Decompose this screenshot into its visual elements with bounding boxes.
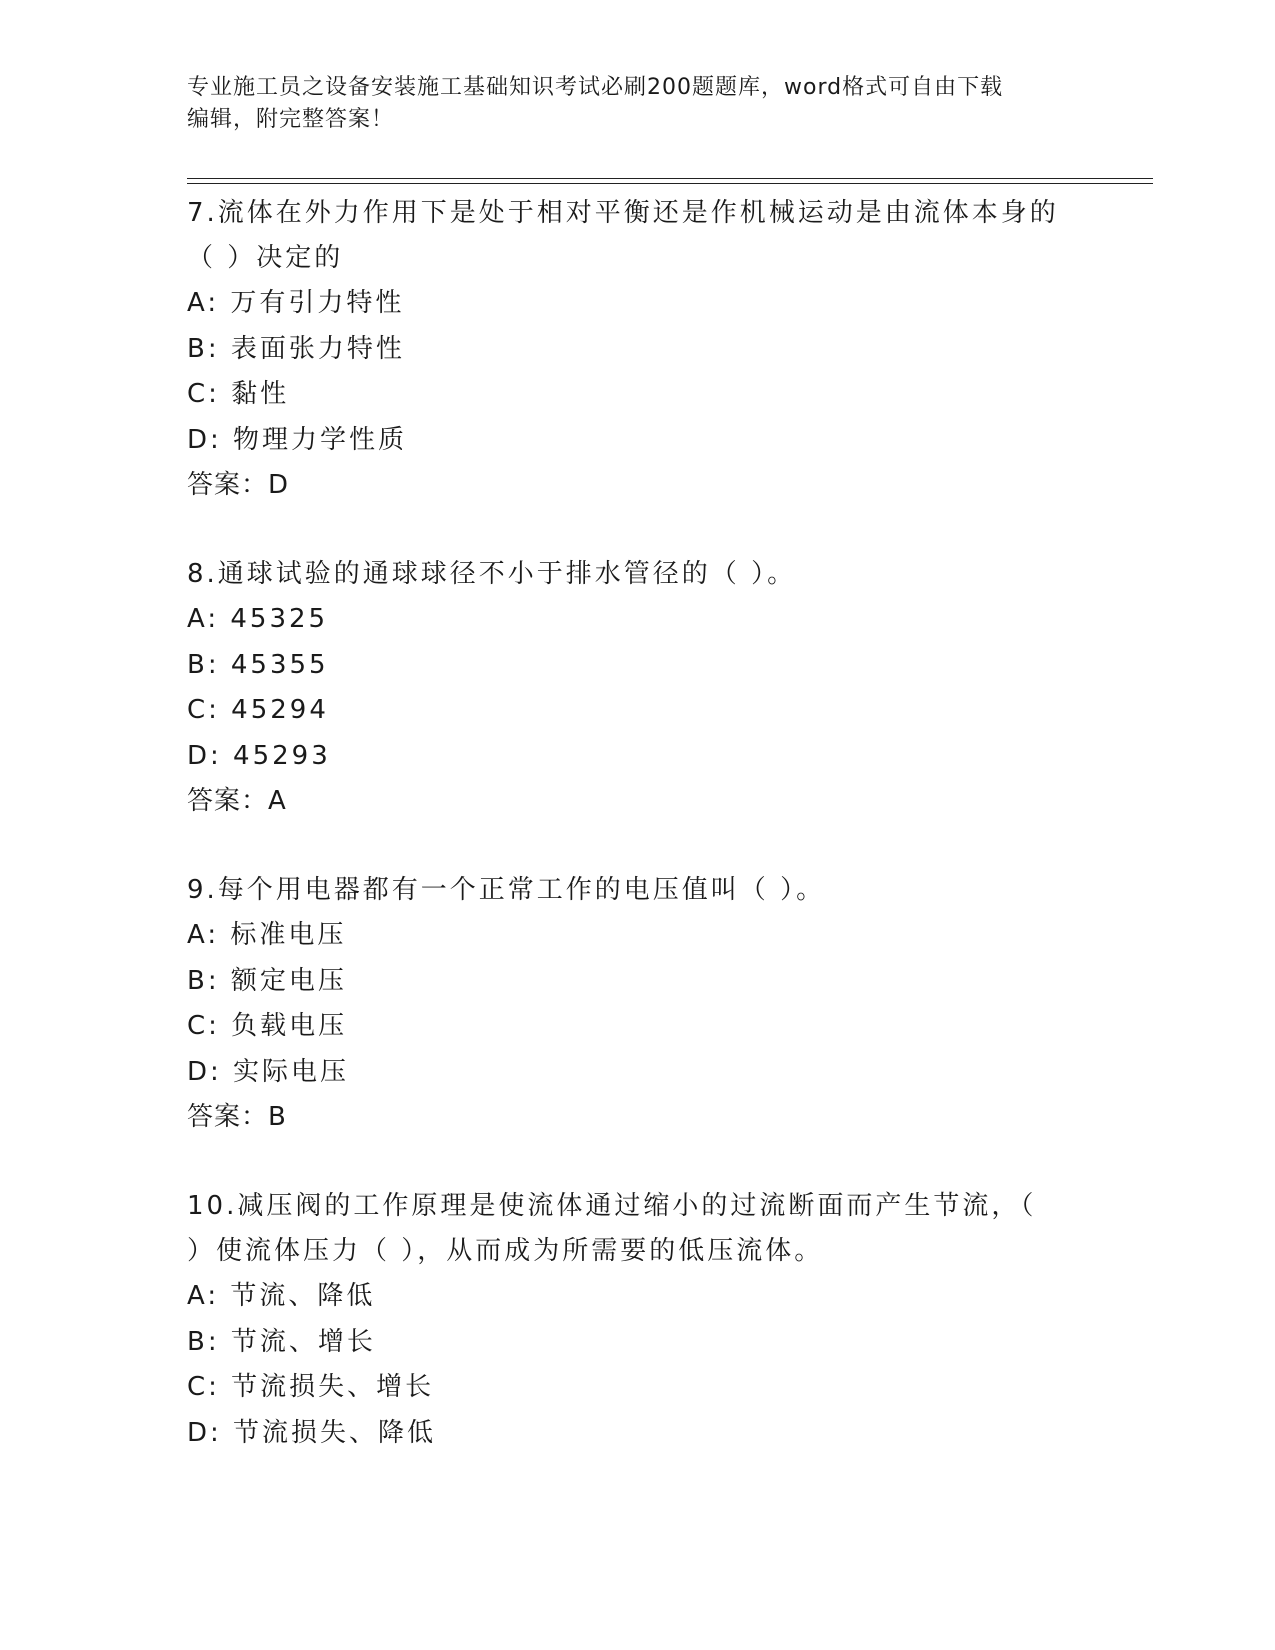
question-8 — [187, 552, 1087, 824]
question-text: 9.每个用电器都有一个正常工作的电压值叫（ ）。 — [187, 875, 826, 905]
document-header — [187, 72, 1067, 136]
answer-label: 答案：D — [187, 470, 290, 500]
option-b: B: 表面张力特性 — [187, 333, 405, 364]
question-text-continued: ）使流体压力（ ），从而成为所需要的低压流体。 — [187, 1236, 824, 1266]
header-line-2: 编辑，附完整答案！ — [187, 107, 395, 132]
option-b: B: 节流、增长 — [187, 1326, 376, 1357]
option-c: C: 45294 — [187, 695, 329, 725]
answer-label: 答案：B — [187, 1102, 287, 1132]
question-text: 8.通球试验的通球球径不小于排水管径的（ ）。 — [187, 559, 797, 589]
option-a: A: 标准电压 — [187, 920, 347, 950]
question-10 — [187, 1184, 1087, 1456]
option-d: D: 节流损失、降低 — [187, 1417, 437, 1448]
question-text: 10.减压阀的工作原理是使流体通过缩小的过流断面而产生节流，（ — [187, 1191, 1037, 1221]
option-d: D: 物理力学性质 — [187, 424, 408, 455]
option-d: D: 45293 — [187, 740, 331, 771]
header-line-1: 专业施工员之设备安装施工基础知识考试必刷200题题库，word格式可自由下载 — [187, 75, 1004, 100]
header-divider-top — [187, 178, 1153, 179]
option-b: B: 额定电压 — [187, 965, 347, 996]
question-text: 7.流体在外力作用下是处于相对平衡还是作机械运动是由流体本身的 — [187, 198, 1059, 228]
question-text-continued: （ ）决定的 — [187, 243, 344, 273]
option-c: C: 节流损失、增长 — [187, 1372, 435, 1402]
option-a: A: 45325 — [187, 604, 329, 634]
option-b: B: 45355 — [187, 649, 329, 680]
question-7 — [187, 191, 1087, 508]
header-divider-bottom — [187, 183, 1153, 184]
option-c: C: 黏性 — [187, 379, 290, 409]
option-a: A: 节流、降低 — [187, 1281, 376, 1311]
option-c: C: 负载电压 — [187, 1011, 348, 1041]
question-list — [187, 191, 1087, 1500]
question-9 — [187, 868, 1087, 1140]
option-a: A: 万有引力特性 — [187, 288, 405, 318]
option-d: D: 实际电压 — [187, 1056, 350, 1087]
answer-label: 答案：A — [187, 786, 287, 816]
